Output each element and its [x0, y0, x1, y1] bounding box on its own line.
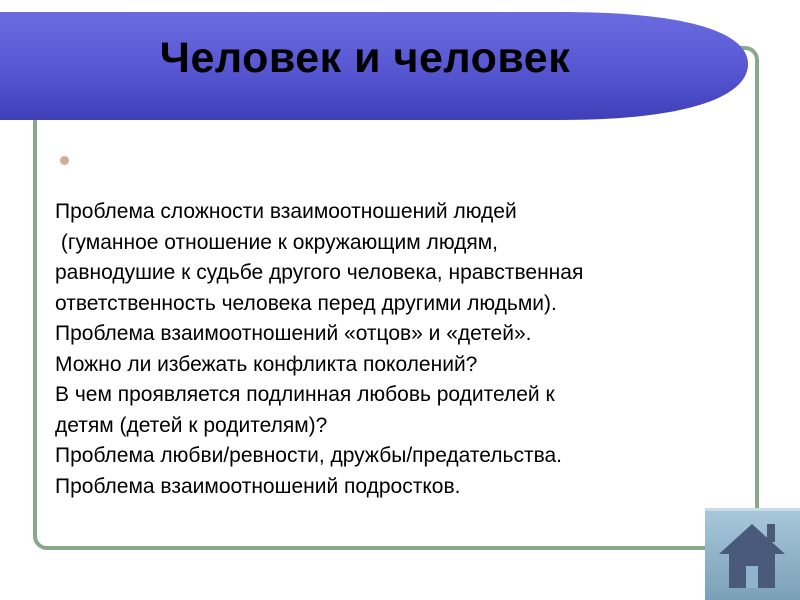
- text-line: Проблема взаимоотношений подростков.: [55, 474, 461, 498]
- home-button[interactable]: [705, 508, 800, 600]
- text-line: Проблема взаимоотношений «отцов» и «детей».: [55, 322, 532, 345]
- bullet-dot: [60, 156, 69, 165]
- text-line: Проблема сложности взаимоотношений людей: [55, 200, 517, 223]
- slide-body-text: [55, 197, 745, 502]
- text-line: Можно ли избежать конфликта поколений?: [55, 352, 478, 376]
- text-line: детям (детей к родителям)?: [55, 413, 328, 437]
- title-banner: [0, 0, 800, 130]
- text-line: В чем проявляется подлинная любовь родителей к: [55, 383, 555, 406]
- text-line: ответственность человека перед другими людьми).: [55, 291, 557, 315]
- text-line: (гуманное отношение к окружающим людям,: [55, 230, 498, 254]
- home-icon: [705, 508, 800, 600]
- page-title: Человек и человек: [159, 34, 571, 82]
- text-line: равнодушие к судьбе другого человека, нравственная: [55, 261, 584, 284]
- text-line: Проблема любви/ревности, дружбы/предательства.: [55, 444, 563, 467]
